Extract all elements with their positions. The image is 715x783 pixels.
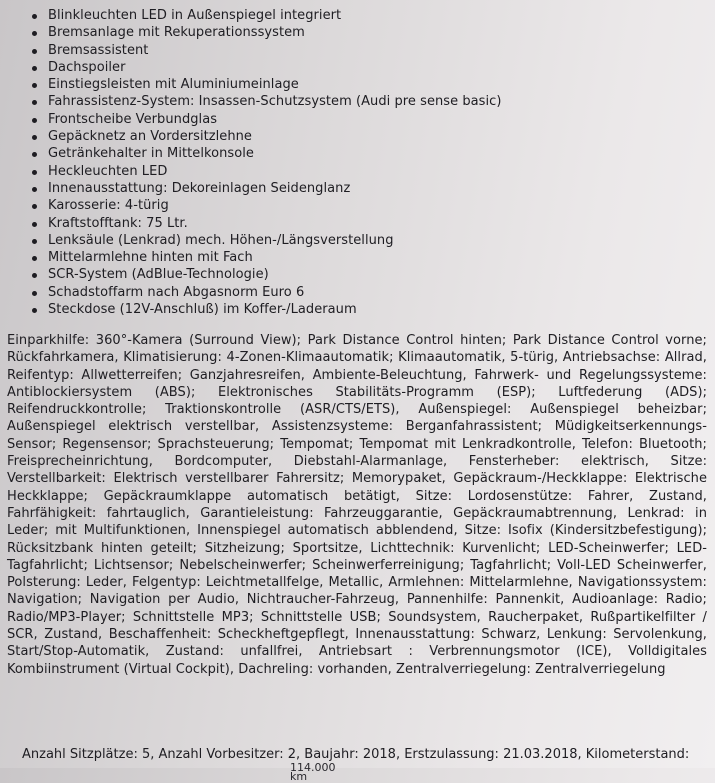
list-item (22, 111, 702, 128)
list-item (22, 59, 702, 76)
bullet-icon (32, 308, 37, 313)
feature-text: Getränkehalter in Mittelkonsole (48, 146, 254, 162)
feature-text: Steckdose (12V-Anschluß) im Koffer-/Laderaum (48, 302, 357, 318)
feature-text: Bremsassistent (48, 42, 149, 58)
bullet-icon (32, 170, 37, 175)
bullet-icon (32, 49, 37, 54)
feature-text: Kraftstofftank: 75 Ltr. (48, 215, 188, 231)
list-item (22, 24, 702, 41)
list-item (22, 42, 702, 59)
cutoff-text-fragment: 114.000 km (290, 761, 336, 783)
bullet-icon (32, 204, 37, 209)
list-item (22, 232, 702, 249)
list-item (22, 145, 702, 162)
list-item (22, 249, 702, 266)
bullet-icon (32, 256, 37, 261)
list-item (22, 215, 702, 232)
list-item (22, 301, 702, 318)
list-item (22, 128, 702, 145)
feature-text: Bremsanlage mit Rekuperationssystem (48, 25, 305, 41)
feature-text: Lenksäule (Lenkrad) mech. Höhen-/Längsverstellung (48, 232, 394, 248)
feature-text: Innenausstattung: Dekoreinlagen Seidenglanz (48, 180, 351, 196)
list-item (22, 180, 702, 197)
list-item (22, 266, 702, 283)
feature-text: Blinkleuchten LED in Außenspiegel integriert (48, 8, 342, 23)
feature-text: Dachspoiler (48, 59, 126, 75)
feature-list (22, 7, 702, 318)
feature-text: Einstiegsleisten mit Aluminiumeinlage (48, 77, 299, 93)
list-item (22, 284, 702, 301)
bullet-icon (32, 83, 37, 88)
bullet-icon (32, 291, 37, 296)
equipment-details-paragraph: Einparkhilfe: 360°-Kamera (Surround View); Park Distance Control hinten; Park Distance Control vorne; Rückfahrkamera, Klimatisierung: 4-Zonen-Klimaautomatik; Klimaautomatik, 5-türig, Antriebsachse: Allrad, Reifentyp: Allwetterreifen; Ganzjahresreifen, Ambiente-Beleuchtung, Fahrwerk- und Regelungssysteme: Antiblockiersystem (ABS); Elektronisches Stabilitäts-Programm (ESP); Luftfederung (ADS); Reifendruckkontrolle; Traktionskontrolle (ASR/CTS/ETS), Außenspiegel: Außenspiegel beheizbar; Außenspiegel elektrisch verstellbar, Assistenzsysteme: Berganfahrassistent; Müdigkeitserkennungs-Sensor; Regensensor; Sprachsteuerung; Tempomat; Tempomat mit Lenkradkontrolle, Telefon: Bluetooth; Freisprecheinrichtung, Bordcomputer, Diebstahl-Alarmanlage, Fensterheber: elektrisch, Sitze: Verstellbarkeit: Elektrisch verstellbarer Fahrersitz; Memorypaket, Gepäckraum-/Heckklappe: Elektrische Heckklappe; Gepäckraumklappe automatisch betätigt, Sitze: Lordosenstütze: Fahrer, Zustand, Fahrfähigkeit: fahrtauglich, Garantieleistung: Fahrzeuggarantie, Gepäckraumabtrennung, Lenkrad: in Leder; mit Multifunktionen, Innenspiegel automatisch abblendend, Sitze: Isofix (Kindersitzbefestigung); Rücksitzbank hinten geteilt; Sitzheizung; Sportsitze, Lichttechnik: Kurvenlicht; LED-Scheinwerfer; LED-Tagfahrlicht; Lichtsensor; Nebelscheinwerfer; Scheinwerferreinigung; Tagfahrlicht; Voll-LED Scheinwerfer, Polsterung: Leder, Felgentyp: Leichtmetallfelge, Metallic, Armlehnen: Mittelarmlehne, Navigationssystem: Navigation; Navigation per Audio, Nichtraucher-Fahrzeug, Pannenhilfe: Pannenkit, Audioanlage: Radio; Radio/MP3-Player; Schnittstelle MP3; Schnittstelle USB; Soundsystem, Raucherpaket, Rußpartikelfilter / SCR, Zustand, Beschaffenheit: Scheckheftgepflegt, Innenausstattung: Schwarz, Lenkung: Servolenkung, Start/Stop-Automatik, Zustand: unfallfrei, Antriebsart : Verbrennungsmotor (ICE), Volldigitales Kombiinstrument (Virtual Cockpit), Dachreling: vorhanden, Zentralverriegelung: Zentralverriegelung (7, 333, 707, 677)
feature-text: Karosserie: 4-türig (48, 198, 169, 214)
bullet-icon (32, 66, 37, 71)
feature-text: SCR-System (AdBlue-Technologie) (48, 267, 269, 283)
bullet-icon (32, 14, 37, 19)
feature-text: Frontscheibe Verbundglas (48, 111, 218, 127)
feature-text: Heckleuchten LED (48, 163, 168, 179)
list-item (22, 7, 702, 24)
bullet-icon (32, 118, 37, 123)
bullet-icon (32, 152, 37, 157)
feature-text: Gepäcknetz an Vordersitzlehne (48, 129, 252, 145)
bullet-icon (32, 239, 37, 244)
feature-text: Mittelarmlehne hinten mit Fach (48, 250, 253, 266)
list-item (22, 76, 702, 93)
bullet-icon (32, 31, 37, 36)
vehicle-summary-line: Anzahl Sitzplätze: 5, Anzahl Vorbesitzer: 2, Baujahr: 2018, Erstzulassung: 21.03.2018, Kilometerstand: (22, 747, 690, 762)
bullet-icon (32, 135, 37, 140)
bullet-icon (32, 222, 37, 227)
bullet-icon (32, 100, 37, 105)
feature-text: Fahrassistenz-System: Insassen-Schutzsystem (Audi pre sense basic) (48, 94, 502, 110)
list-item (22, 163, 702, 180)
feature-text: Schadstoffarm nach Abgasnorm Euro 6 (48, 284, 305, 300)
list-item (22, 93, 702, 110)
bullet-icon (32, 273, 37, 278)
list-item (22, 197, 702, 214)
bullet-icon (32, 187, 37, 192)
